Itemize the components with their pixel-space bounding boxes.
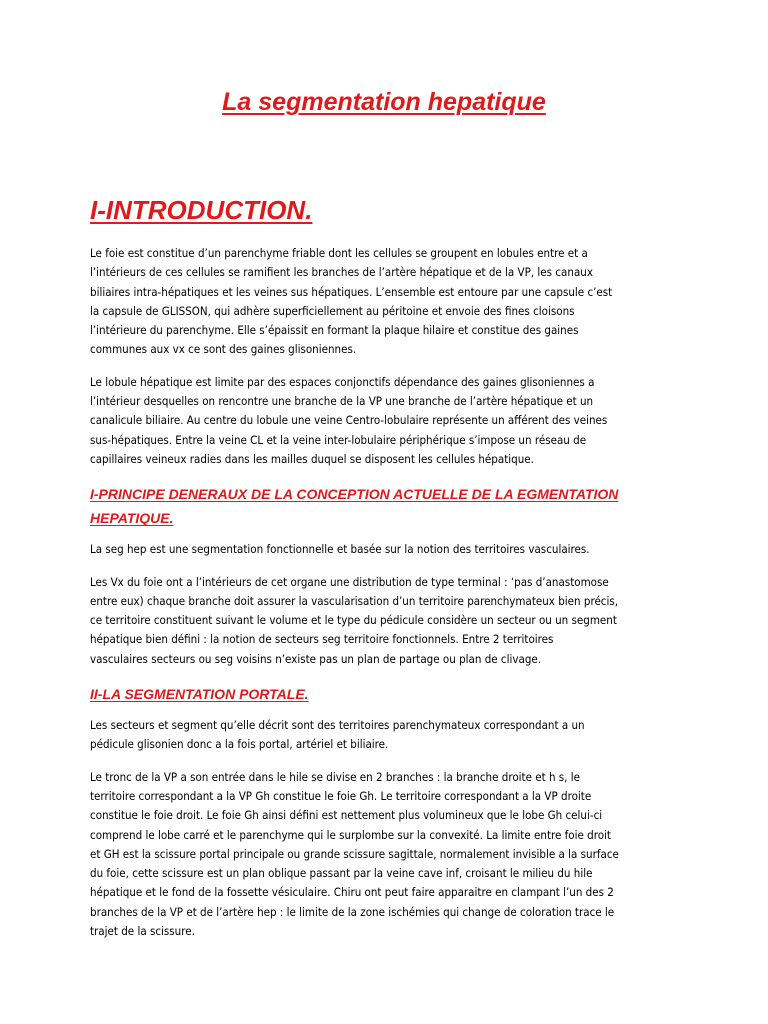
text-line: territoire correspondant a la VP Gh constitue le foie Gh. Le territoire correspondant a la VP droite [90, 788, 592, 803]
text-line: branches de la VP et de l’artère hep : le limite de la zone ischémies qui change de coloration trace le [90, 904, 615, 919]
text-line: communes aux vx ce sont des gaines glisoniennes. [90, 342, 357, 357]
paragraph-intro-2 [90, 373, 680, 469]
text-line: Les secteurs et segment qu’elle décrit sont des territoires parenchymateux correspondant a un [90, 718, 585, 733]
text-line: l’intérieurs de ces cellules se ramifient les branches de l’artère hépatique et de la VP, les canaux [90, 265, 593, 280]
text-line: constitue le foie droit. Le foie Gh ainsi défini est nettement plus volumineux que le lobe Gh celui-ci [90, 808, 603, 823]
heading-line: II-LA SEGMENTATION PORTALE. [90, 686, 309, 703]
paragraph-principes-1 [90, 540, 680, 559]
text-line: biliaires intra-hépatiques et les veines sus hépatiques. L’ensemble est entoure par une capsule c’est [90, 284, 613, 299]
text-line: sus-hépatiques. Entre la veine CL et la veine inter-lobulaire périphérique s’impose un réseau de [90, 432, 587, 447]
text-line: Le foie est constitue d’un parenchyme friable dont les cellules se groupent en lobules entre et a [90, 246, 588, 260]
document-body [90, 244, 680, 954]
paragraph-principes-2 [90, 573, 680, 669]
text-line: du foie, cette scissure est un plan oblique passant par la veine cave inf, croisant le milieu du hile [90, 866, 593, 881]
text-line: Le tronc de la VP a son entrée dans le hile se divise en 2 branches : la branche droite et h s, le [90, 769, 580, 784]
text-line: l’intérieure du parenchyme. Elle s’épaissit en formant la plaque hilaire et constitue des gaines [90, 323, 579, 338]
text-line: comprend le lobe carré et le parenchyme qui le surplombe sur la convexité. La limite entre foie droit [90, 827, 611, 842]
section-heading-segmentation-portale [90, 682, 680, 706]
text-line: et GH est la scissure portal principale ou grande scissure sagittale, normalement invisible a la surface [90, 846, 619, 861]
paragraph-portale-1 [90, 716, 680, 755]
text-line: vasculaires secteurs ou seg voisins n’existe pas un plan de partage ou plan de clivage. [90, 651, 542, 666]
heading-line: I-PRINCIPE DENERAUX DE LA CONCEPTION ACTUELLE DE LA EGMENTATION [90, 486, 619, 503]
text-line: la capsule de GLISSON, qui adhère superficiellement au péritoine et envoie des fines cloisons [90, 303, 575, 318]
text-line: hépatique et le fond de la fossette vésiculaire. Chiru ont peut faire apparaitre en clampant l’un des 2 [90, 885, 614, 900]
section-heading-principes [90, 482, 680, 530]
section-heading-introduction: I-INTRODUCTION. [90, 195, 313, 225]
text-line: trajet de la scissure. [90, 924, 195, 939]
text-line: hépatique bien défini : la notion de secteurs seg territoire fonctionnels. Entre 2 territoires [90, 632, 554, 647]
paragraph-portale-2 [90, 768, 680, 942]
paragraph-intro-1 [90, 244, 680, 360]
text-line: La seg hep est une segmentation fonctionnelle et basée sur la notion des territoires vasculaires. [90, 542, 590, 557]
text-line: canalicule biliaire. Au centre du lobule une veine Centro-lobulaire représente un afférent des veines [90, 413, 608, 428]
document-title: La segmentation hepatique [222, 88, 546, 116]
text-line: Les Vx du foie ont a l’intérieurs de cet organe une distribution de type terminal : ‘pas d’anastomose [90, 574, 609, 589]
heading-line: HEPATIQUE. [90, 510, 174, 527]
text-line: Le lobule hépatique est limite par des espaces conjonctifs dépendance des gaines glisoniennes a [90, 374, 595, 389]
text-line: capillaires veineux radies dans les mailles duquel se disposent les cellules hépatique. [90, 451, 534, 466]
text-line: pédicule glisonien donc a la fois portal, artériel et biliaire. [90, 737, 389, 752]
text-line: l’intérieur desquelles on rencontre une branche de la VP une branche de l’artère hépatique et un [90, 394, 594, 409]
text-line: entre eux) chaque branche doit assurer la vascularisation d’un territoire parenchymateux bien précis, [90, 593, 619, 608]
text-line: ce territoire constituent suivant le volume et le type du pédicule considère un secteur ou un segment [90, 613, 617, 628]
